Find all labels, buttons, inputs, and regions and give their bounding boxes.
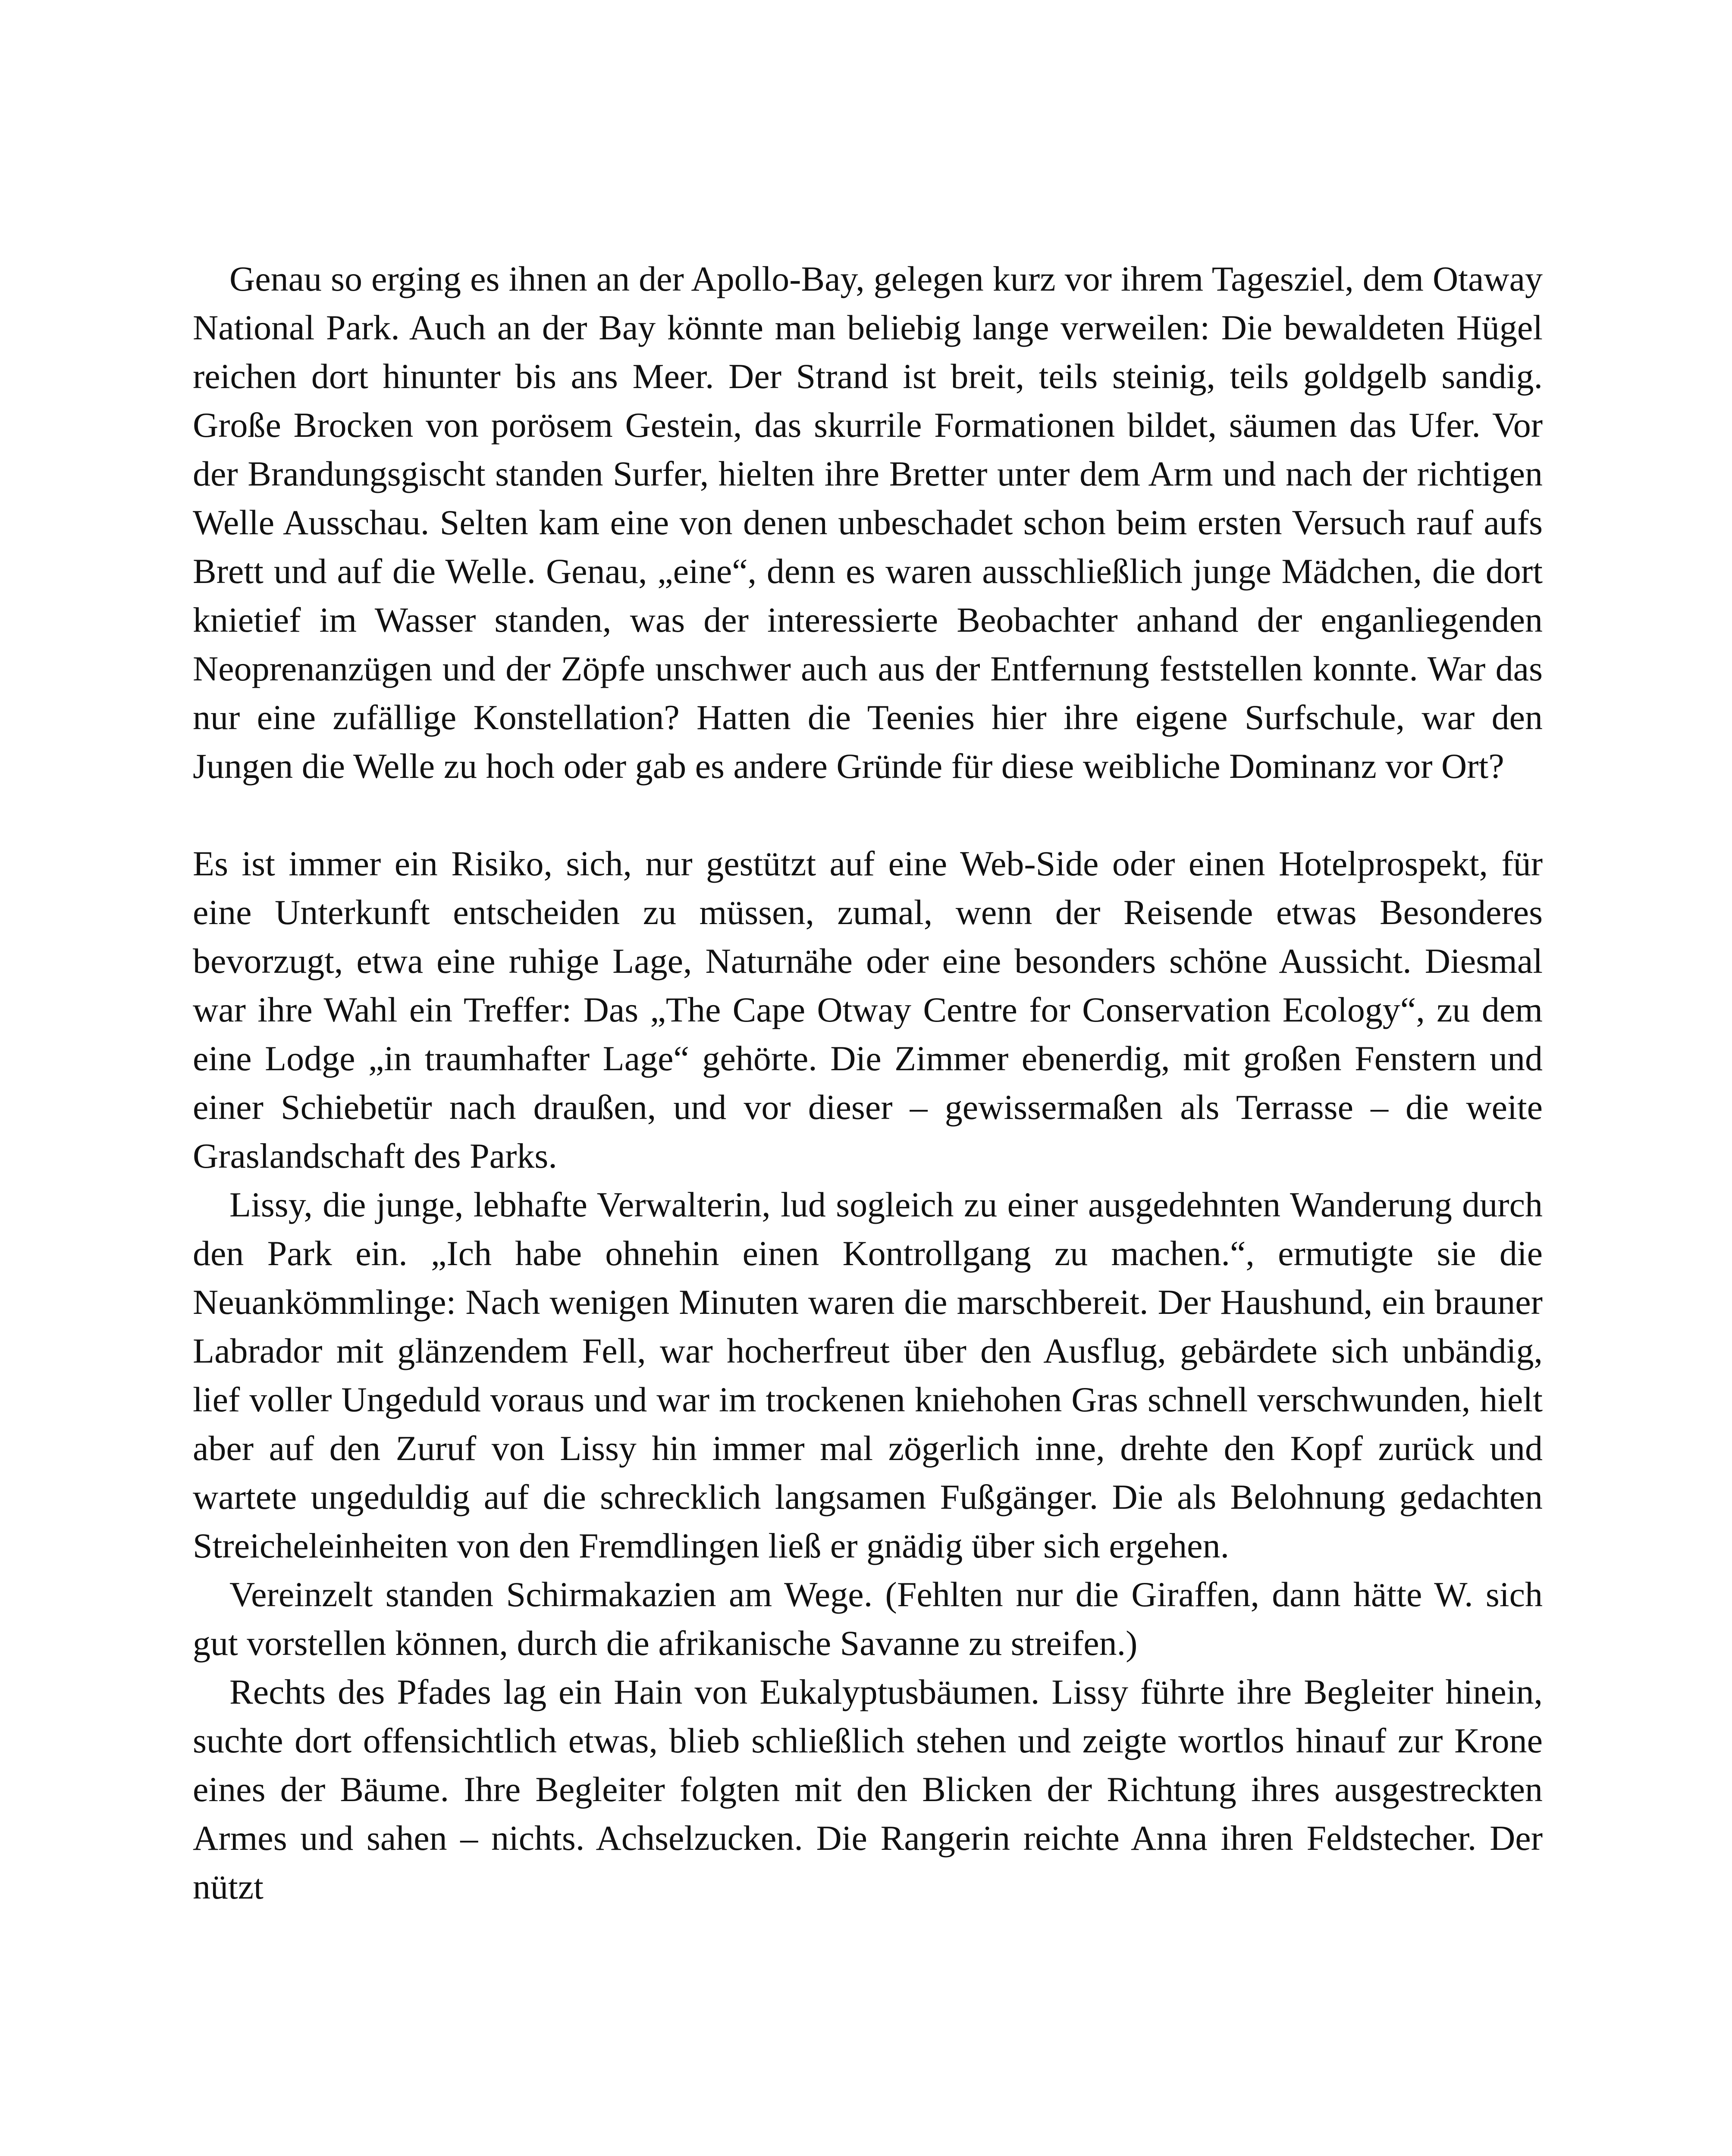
paragraph-eucalyptus: Rechts des Pfades lag ein Hain von Eukalyptusbäumen. Lissy führte ihre Begleiter hinein, suchte dort offensichtlich etwas, blieb schließlich stehen und zeigte wortlos hinauf zur Krone eines der Bäume. Ihre Begleiter folgten mit den Blicken der Richtung ihres ausgestreckten Armes und sahen – nichts. Achselzucken. Die Rangerin reichte Anna ihren Feldstecher. Der nützt [193, 1672, 1543, 1906]
paragraph-lissy-walk: Lissy, die junge, lebhafte Verwalterin, lud sogleich zu einer ausgedehnten Wanderung durch den Park ein. „Ich habe ohnehin einen Kontrollgang zu machen.“, ermutigte sie die Neuankömmlinge: Nach wenigen Minuten waren die marschbereit. Der Haushund, ein brauner Labrador mit glänzendem Fell, war hocherfreut über den Ausflug, gebärdete sich unbändig, lief voller Ungeduld voraus und war im trockenen kniehohen Gras schnell verschwunden, hielt aber auf den Zuruf von Lissy hin immer mal zögerlich inne, drehte den Kopf zurück und wartete ungeduldig auf die schrecklich langsamen Fußgänger. Die als Belohnung gedachten Streicheleinheiten von den Fremdlingen ließ er gnädig über sich ergehen. [193, 1185, 1543, 1565]
paragraph-apollo-bay: Genau so erging es ihnen an der Apollo-Bay, gelegen kurz vor ihrem Tagesziel, dem Otaway National Park. Auch an der Bay könnte man beliebig lange verweilen: Die bewaldeten Hügel reichen dort hinunter bis ans Meer. Der Strand ist breit, teils steinig, teils goldgelb sandig. Große Brocken von porösem Gestein, das skurrile Formationen bildet, säumen das Ufer. Vor der Brandungsgischt standen Surfer, hielten ihre Bretter unter dem Arm und nach der richtigen Welle Ausschau. Selten kam eine von denen unbeschadet schon beim ersten Versuch rauf aufs Brett und auf die Welle. Genau, „eine“, denn es waren ausschließlich junge Mädchen, die dort knietief im Wasser standen, was der interessierte Beobachter anhand der enganliegenden Neoprenanzügen und der Zöpfe unschwer auch aus der Entfernung feststellen konnte. War das nur eine zufällige Konstellation? Hatten die Teenies hier ihre eigene Surfschule, war den Jungen die Welle zu hoch oder gab es andere Gründe für diese weibliche Dominanz vor Ort? [193, 259, 1543, 786]
body-text [193, 254, 1543, 1911]
paragraph-accommodation: Es ist immer ein Risiko, sich, nur gestützt auf eine Web-Side oder einen Hotelprospekt, für eine Unterkunft entscheiden zu müssen, zumal, wenn der Reisende etwas Besonderes bevorzugt, etwa eine ruhige Lage, Naturnähe oder eine besonders schöne Aussicht. Diesmal war ihre Wahl ein Treffer: Das „The Cape Otway Centre for Conservation Ecology“, zu dem eine Lodge „in traumhafter Lage“ gehörte. Die Zimmer ebenerdig, mit großen Fenstern und einer Schiebetür nach draußen, und vor dieser – gewissermaßen als Terrasse – die weite Graslandschaft des Parks. [193, 844, 1543, 1175]
paragraph-acacias: Vereinzelt standen Schirmakazien am Wege. (Fehlten nur die Giraffen, dann hätte W. sich gut vorstellen können, durch die afrikanische Savanne zu streifen.) [193, 1575, 1543, 1663]
